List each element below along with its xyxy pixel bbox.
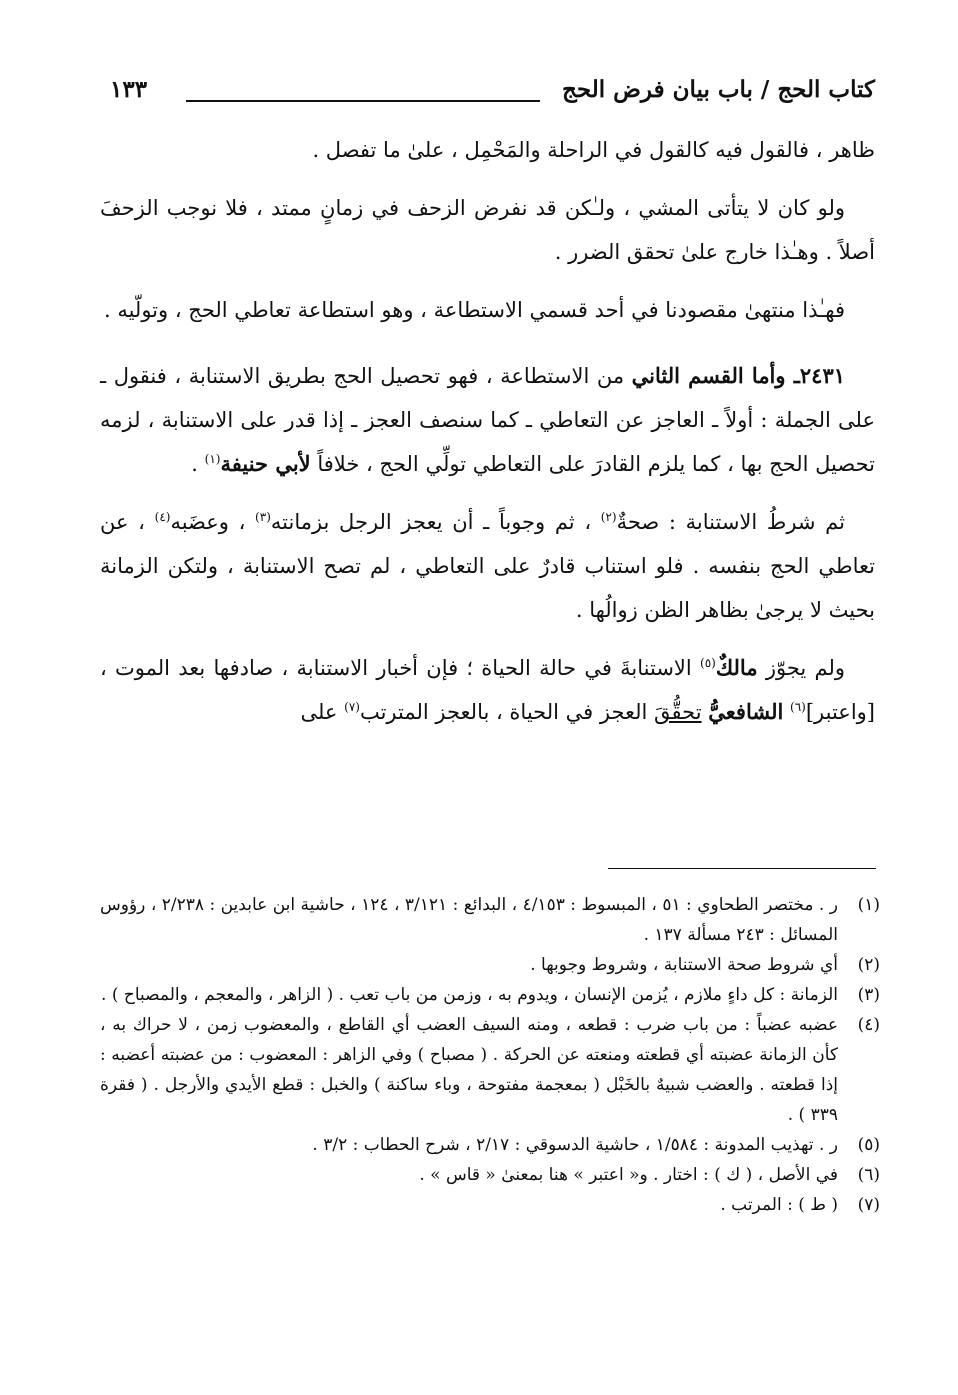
footnote-text: في الأصل ، ( ك ) : اختار . و« اعتبر » هنا بمعنىٰ « قاس » . <box>419 1165 838 1185</box>
footnote-6 <box>100 1160 880 1190</box>
footnote-5 <box>100 1130 880 1160</box>
footnotes <box>100 890 880 1220</box>
footnote-4 <box>100 1010 880 1130</box>
paragraph-5 <box>100 500 875 632</box>
paragraph-6-text-f: على <box>300 700 345 724</box>
footnote-text: الزمانة : كل داءٍ ملازم ، يُزمن الإنسان ، ويدوم به ، وزمن من باب تعب . ( الزاهر ، والمعجم ، والمصباح ) . <box>101 985 838 1005</box>
paragraph-5-text-b: ، ثم وجوباً ـ أن يعجز الرجل بزمانته <box>270 510 601 534</box>
footnote-text: عضبه عضباً : من باب ضرب : قطعه ، ومنه السيف العضب أي القاطع ، والمعضوب زمن ، لا حراك به ، كأن الزمانة عضبته أي قطعته ومنعته عن الحركة . ( مصباح ) وفي الزاهر : المعضوب : من عضبته أعضبه : إذا قطعته . والعضب شبيهٌ بالخَبْل ( بمعجمة مفتوحة ، وباء ساكنة ) والخبل : قطع الأيدي والأرجل . ( فقرة ٣٣٩ ) . <box>100 1015 838 1125</box>
footnote-number: (٣) <box>857 985 880 1005</box>
paragraph-6-text-b: الاستنابةَ في حالة الحياة ؛ فإن أخبار الاستنابة ، صادفها بعد الموت ، [واعتبر] <box>100 656 875 724</box>
paragraph-3: فهـٰذا منتهىٰ مقصودنا في أحد قسمي الاستطاعة ، وهو استطاعة تعاطي الحج ، وتولّيه . <box>103 298 845 322</box>
name-abu-hanifa: لأبي حنيفة <box>220 451 311 476</box>
footnote-text: ر . مختصر الطحاوي : ٥١ ، المبسوط : ٤/١٥٣ ، البدائع : ٣/١٢١ ، ١٢٤ ، حاشية ابن عابدين : ٢/٢٣٨ ، رؤوس المسائل : ٢٤٣ مسألة ١٣٧ . <box>100 895 838 945</box>
footnote-number: (٢) <box>857 955 880 975</box>
paragraph-4-end: . <box>191 452 205 476</box>
main-text <box>100 128 875 748</box>
footnote-3 <box>100 980 880 1010</box>
footnote-1 <box>100 890 880 950</box>
footnote-ref-3: (٣) <box>255 510 271 524</box>
page-number: ١٣٣ <box>110 76 148 103</box>
underlined-word: تحقُّقَ <box>654 700 702 724</box>
footnote-number: (١) <box>857 895 880 915</box>
paragraph-5-text-d: ، عن تعاطي الحج بنفسه . فلو استناب قادرٌ على التعاطي ، لم تصح الاستنابة ، ولتكن الزمانة بحيث لا يرجىٰ بظاهر الظن زوالُها . <box>100 510 875 622</box>
paragraph-6-text-e: العجز في الحياة ، بالعجز المترتب <box>359 700 655 724</box>
paragraph-5-text-c: ، وعضَبه <box>170 510 256 534</box>
paragraph-5-text-a: ثم شرطُ الاستنابة : صحةٌ <box>616 510 845 534</box>
paragraph-1: ظاهر ، فالقول فيه كالقول في الراحلة والمَحْمِل ، علىٰ ما تفصل . <box>312 138 875 162</box>
section-number-heading: ٢٤٣١ـ وأما القسم الثاني <box>631 363 846 388</box>
footnote-text: ( ط ) : المرتب . <box>720 1195 838 1215</box>
footnote-number: (٥) <box>857 1135 880 1155</box>
paragraph-4 <box>100 354 875 486</box>
running-header <box>110 76 875 126</box>
footnote-number: (٦) <box>857 1165 880 1185</box>
footnote-ref-6: (٦) <box>790 700 806 714</box>
footnote-ref-7: (٧) <box>344 700 360 714</box>
paragraph-6 <box>100 646 875 734</box>
footnote-2 <box>100 950 880 980</box>
name-malik: مالكٌ <box>715 655 758 680</box>
footnote-separator <box>608 868 876 869</box>
header-rule <box>186 100 540 102</box>
footnote-text: ر . تهذيب المدونة : ١/٥٨٤ ، حاشية الدسوقي : ٢/١٧ ، شرح الحطاب : ٣/٢ . <box>312 1135 838 1155</box>
paragraph-6-text-a: ولم يجوّز <box>757 656 845 680</box>
footnote-number: (٧) <box>857 1195 880 1215</box>
paragraph-2: ولو كان لا يتأتى المشي ، ولـٰكن قد نفرض الزحف في زمانٍ ممتد ، فلا نوجب الزحفَ أصلاً . وهـٰذا خارج علىٰ تحقق الضرر . <box>100 196 875 264</box>
footnote-ref-4: (٤) <box>154 510 171 524</box>
footnote-text: أي شروط صحة الاستنابة ، وشروط وجوبها . <box>530 955 838 975</box>
footnote-ref-5: (٥) <box>700 656 716 670</box>
paragraph-6-text-c <box>783 700 790 724</box>
name-shafii: الشافعيُّ <box>708 699 784 724</box>
footnote-number: (٤) <box>857 1015 880 1035</box>
chapter-title: كتاب الحج / باب بيان فرض الحج <box>562 76 875 103</box>
footnote-ref-2: (٢) <box>600 510 617 524</box>
paragraph-4-text: من الاستطاعة ، فهو تحصيل الحج بطريق الاستنابة ، فنقول ـ على الجملة : أولاً ـ العاجز عن التعاطي ـ كما سنصف العجز ـ إذا قدر على الاستنابة ، لزمه تحصيل الحج بها ، كما يلزم القادرَ على التعاطي تولِّي الحج ، خلافاً <box>100 364 875 476</box>
footnote-7 <box>100 1190 880 1220</box>
footnote-ref-1: (١) <box>204 452 221 466</box>
